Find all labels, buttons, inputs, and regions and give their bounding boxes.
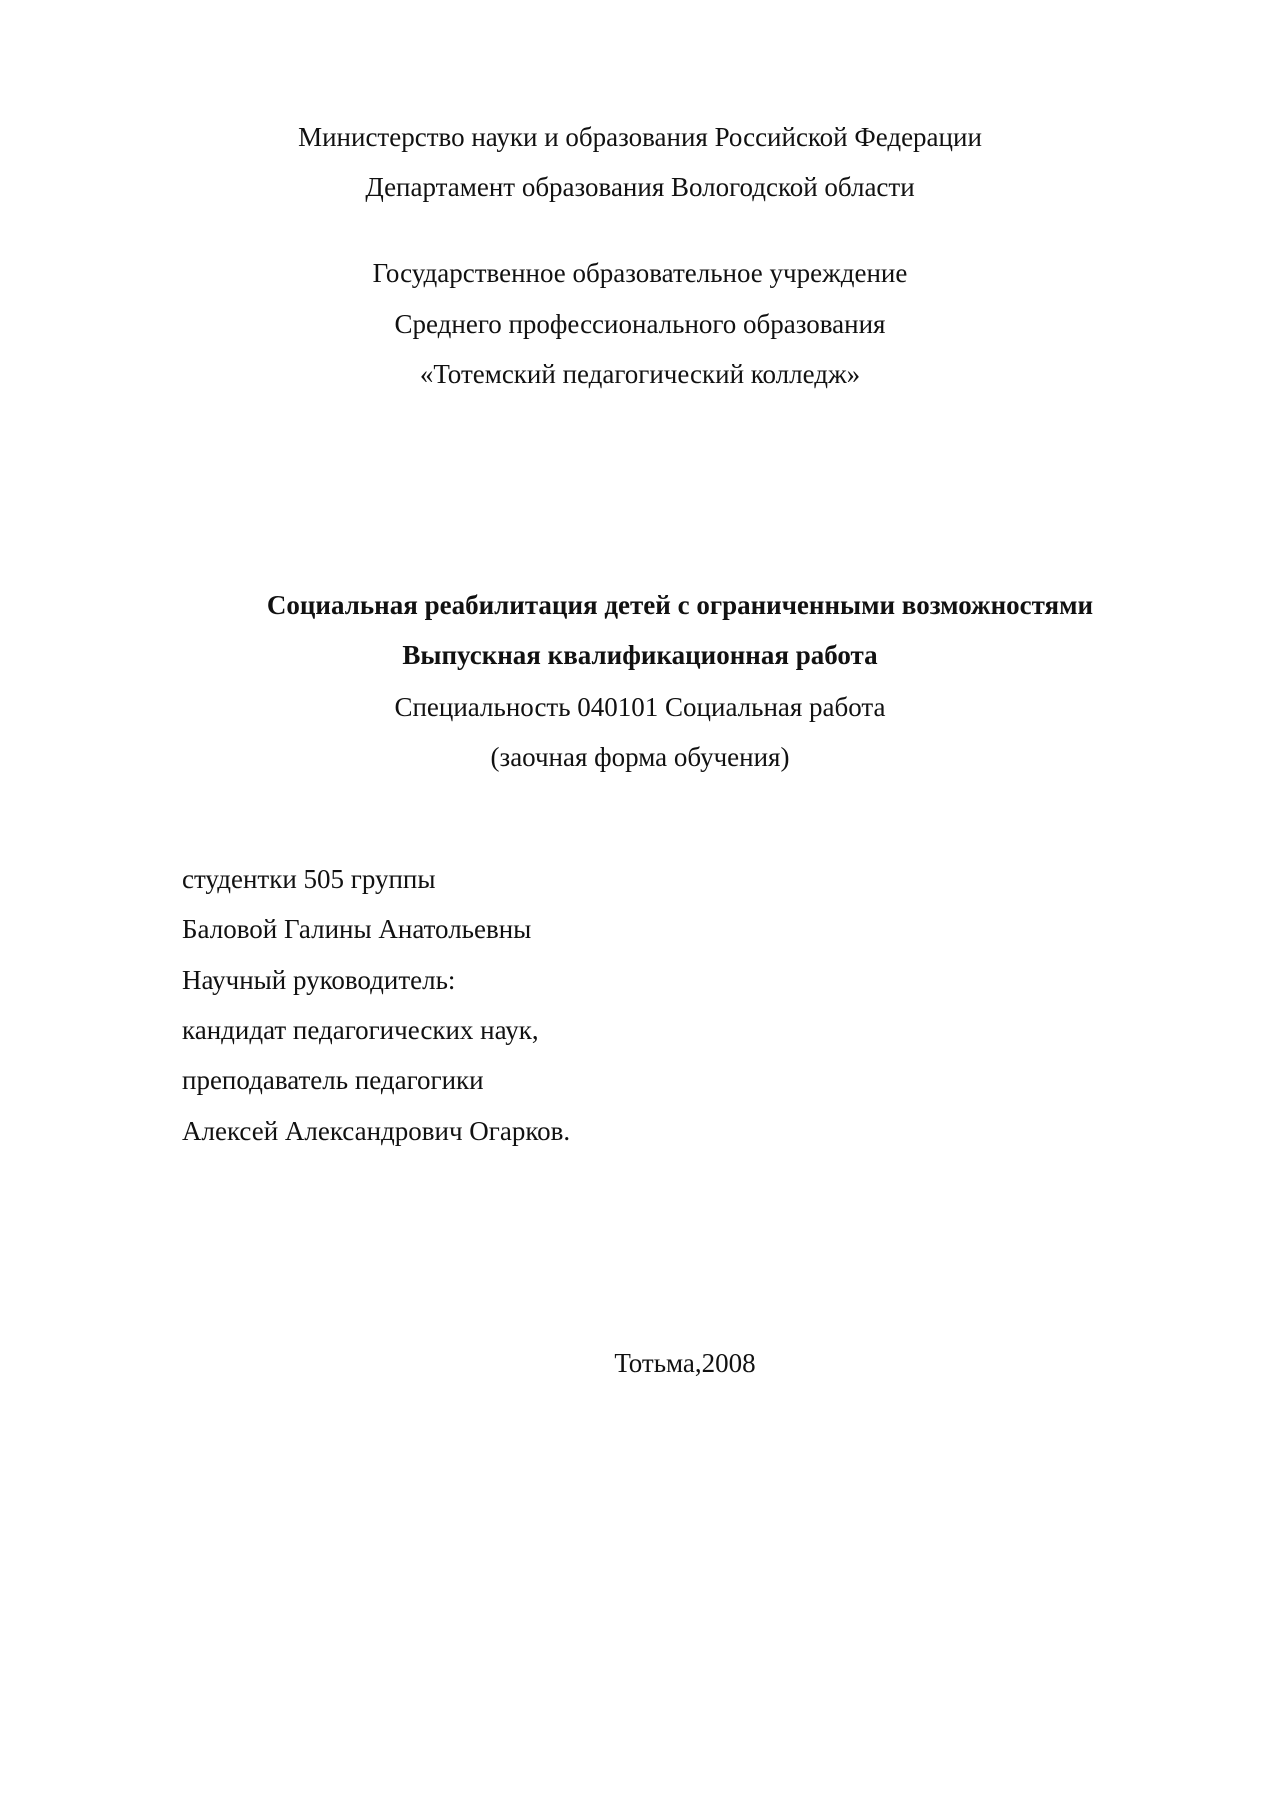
work-type: Выпускная квалификационная работа xyxy=(402,640,878,670)
supervisor-degree: кандидат педагогических наук, xyxy=(182,1015,539,1045)
ministry-line: Министерство науки и образования Российской Федерации xyxy=(298,122,982,152)
institution-line-3: «Тотемский педагогический колледж» xyxy=(419,359,861,389)
institution-line-1: Государственное образовательное учреждение xyxy=(372,258,908,288)
supervisor-position: преподаватель педагогики xyxy=(182,1065,484,1095)
institution-line-2: Среднего профессионального образования xyxy=(394,309,886,339)
author-group: студентки 505 группы xyxy=(182,864,436,894)
supervisor-label: Научный руководитель: xyxy=(182,965,456,995)
work-title: Социальная реабилитация детей с ограниченными возможностями xyxy=(266,590,1094,620)
supervisor-name: Алексей Александрович Огарков. xyxy=(182,1116,571,1146)
department-line: Департамент образования Вологодской области xyxy=(365,172,915,202)
author-name: Баловой Галины Анатольевны xyxy=(182,914,532,944)
specialty-line: Специальность 040101 Социальная работа xyxy=(394,692,886,722)
study-form-line: (заочная форма обучения) xyxy=(490,742,790,772)
place-year: Тотьма,2008 xyxy=(614,1348,756,1378)
